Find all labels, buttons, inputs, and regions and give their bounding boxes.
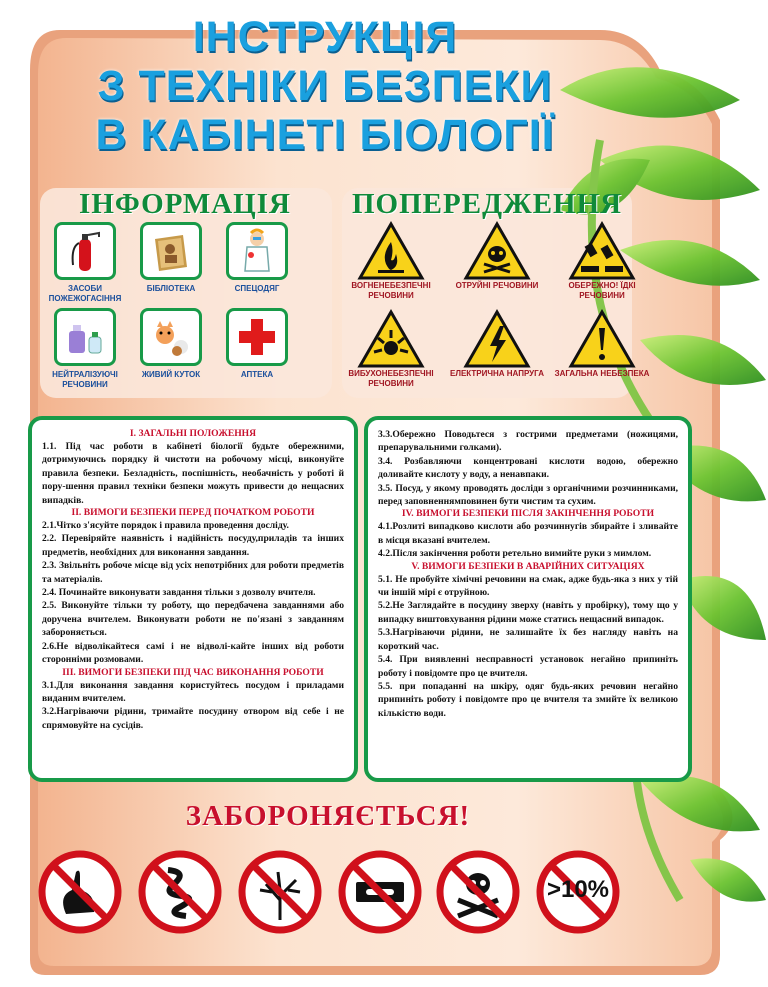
info-label-1: ЗАСОБИ ПОЖЕЖОГАСІННЯ [48, 284, 122, 303]
section-2-title: II. ВИМОГИ БЕЗПЕКИ ПЕРЕД ПОЧАТКОМ РОБОТИ [71, 507, 315, 519]
item-2-3: 2.3. Звільніть робоче місце від усіх непотрібних для роботи предметів та матеріалів. [42, 560, 344, 585]
corrosive-icon [567, 220, 637, 282]
info-heading: ІНФОРМАЦІЯ [79, 188, 291, 220]
page-title-line-1: ІНСТРУКЦІЯ [192, 13, 458, 61]
item-3-3: 3.3.Обережно Поводьтеся з гострими предметами (ножицями, препарувальними голками). [378, 429, 678, 454]
forbidden-heading: ЗАБОРОНЯЄТЬСЯ! [185, 800, 471, 832]
no-snake-icon [138, 850, 222, 934]
no-rabbit-icon [38, 850, 122, 934]
item-5-4: 5.4. При виявленні несправності установок негайно припиніть роботу і повідомте про це вчителя. [378, 654, 678, 679]
item-2-5: 2.5. Виконуйте тільки ту роботу, що передбачена завданнями або доручена вчителем. Виконувати роботи не по'язані з завданням забороняється. [42, 600, 344, 639]
warning-label-6: ЗАГАЛЬНА НЕБЕЗПЕКА [554, 369, 650, 378]
section-1-title: I. ЗАГАЛЬНІ ПОЛОЖЕННЯ [129, 428, 257, 439]
section-3-title: III. ВИМОГИ БЕЗПЕКИ ПІД ЧАС ВИКОНАННЯ РОБОТИ [62, 666, 324, 678]
info-label-4: НЕЙТРАЛІЗУЮЧІ РЕЧОВИНИ [52, 370, 118, 389]
item-4-1: 4.1.Розлиті випадково кислоти або розчиннугів збирайте і зливайте в місця вказані вчителем. [378, 521, 678, 546]
item-2-2: 2.2. Перевіряйте наявність і надійність посуду,приладів та інших предметів, необхідних для виконання завдання. [42, 533, 344, 558]
lab-coat-icon [226, 222, 288, 280]
flammable-icon [356, 220, 426, 282]
fire-extinguisher-icon [54, 222, 116, 280]
book-right-page [364, 416, 692, 782]
warning-label-4: ВИБУХОНЕБЕЗПЕЧНІ РЕЧОВИНИ [348, 369, 434, 388]
item-2-6: 2.6.Не відволікайтеся самі і не відволі-кайте інших від роботи сторонніми розмовами. [42, 640, 344, 666]
section-4-title: IV. ВИМОГИ БЕЗПЕКИ ПІСЛЯ ЗАКІНЧЕННЯ РОБОТИ [401, 508, 655, 520]
no-razor-blade-icon [338, 850, 422, 934]
item-3-5: 3.5. Посуд, у якому проводять досліди з органічними розчинниками, перед заповненнямповинен бути чистим та сухим. [378, 482, 678, 508]
item-5-5: 5.5. при попаданні на шкіру, одяг будь-яких речовин негайно припиніть роботу і повідомте про це вчителя та змийте їх великою кількістю води. [378, 680, 678, 719]
item-5-2: 5.2.Не Заглядайте в посудину зверху (навіть у пробірку), тому що у випадку виштовхування рідини може статись нещасний випадок. [378, 600, 678, 625]
page-title-line-3: В КАБІНЕТІ БІОЛОГІЇ [95, 111, 555, 159]
living-corner-icon [140, 308, 202, 366]
warning-label-3: ОБЕРЕЖНО! ЇДКІ РЕЧОВИНИ [568, 281, 636, 300]
no-poison-icon [436, 850, 520, 934]
book-left-page [28, 416, 358, 782]
item-3-4: 3.4. Розбавляючи концентровані кислоти водою, обережно доливайте кислоту у воду, а ненавпаки. [378, 455, 678, 481]
info-label-5: ЖИВИЙ КУТОК [141, 370, 201, 379]
warning-label-2: ОТРУЙНІ РЕЧОВИНИ [455, 281, 539, 290]
item-5-1: 5.1. Не пробуйте хімічні речовини на смак, адже будь-яка з них у тій чи іншій мірі є отруйною. [378, 573, 678, 599]
red-cross-icon [226, 308, 288, 366]
info-label-2: БІБЛІОТЕКА [146, 284, 196, 293]
section-1-text: 1.1. Під час роботи в кабінеті біології будьте обережними, дотримуючись порядку й чистоти на робочому місці, виконуйте правила безпеки. Безладність, поспішність, необачність у роботі й пору-шення правил техніки безпеки можуть привести до нещасних випадків. [42, 441, 344, 506]
item-2-4: 2.4. Починайте виконувати завдання тільки з дозволу вчителя. [42, 587, 316, 599]
item-3-2: 3.2.Нагріваючи рідини, тримайте посудину отвором від себе і не спрямовуйте на сусідів. [42, 706, 344, 731]
section-5-title: V. ВИМОГИ БЕЗПЕКИ В АВАРІЙНИХ СИТУАЦІЯХ [411, 560, 645, 572]
item-3-1: 3.1.Для виконання завдання користуйтесь посудом і приладами виданим вчителем. [42, 679, 344, 704]
page-title-line-2: З ТЕХНІКИ БЕЗПЕКИ [97, 62, 553, 110]
warnings-heading: ПОПЕРЕДЖЕННЯ [352, 188, 623, 220]
skull-icon [462, 220, 532, 282]
no-acid-concentration-icon [536, 850, 620, 934]
acid-percent-text: >10% [546, 876, 610, 903]
info-label-6: АПТЕКА [240, 370, 274, 379]
warning-label-1: ВОГНЕНЕБЕЗПЕЧНІ РЕЧОВИНИ [351, 281, 431, 300]
no-tree-icon [238, 850, 322, 934]
item-2-1: 2.1.Чітко з'ясуйте порядок і правила проведення досліду. [42, 520, 289, 532]
lightning-icon [462, 308, 532, 370]
explosive-icon [356, 308, 426, 370]
library-icon [140, 222, 202, 280]
info-label-3: СПЕЦОДЯГ [234, 284, 280, 293]
exclamation-icon [567, 308, 637, 370]
warning-label-5: ЕЛЕКТРИЧНА НАПРУГА [450, 369, 544, 378]
item-5-3: 5.3.Нагріваючи рідини, не залишайте їх без нагляду навіть на короткий час. [378, 627, 678, 652]
neutralizing-bottles-icon [54, 308, 116, 366]
item-4-2: 4.2.Після закінчення роботи ретельно вимийте руки з мимлом. [378, 548, 652, 560]
